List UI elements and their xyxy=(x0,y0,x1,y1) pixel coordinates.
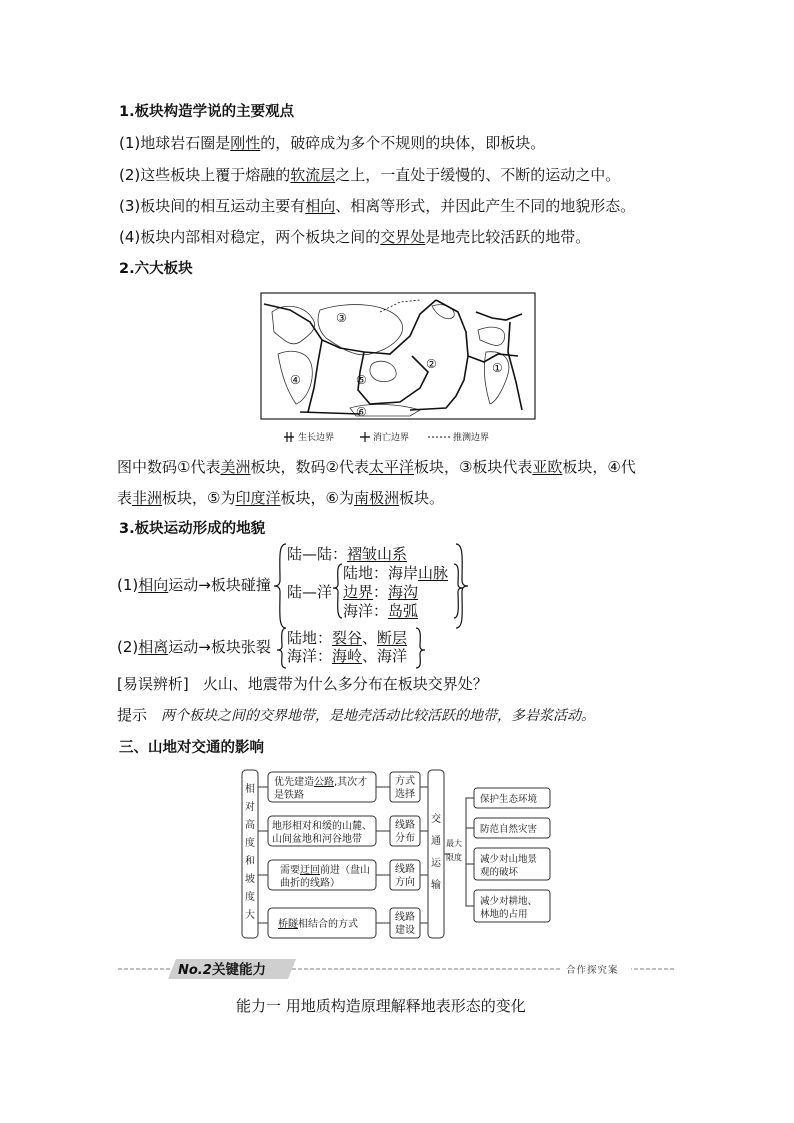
map-number-3: ③ xyxy=(336,311,347,325)
section-heading-4: 三、山地对交通的影响 xyxy=(119,740,264,756)
landform-ridge: 海洋：海岭、海洋 xyxy=(287,647,408,665)
section-heading-1: 1.板块构造学说的主要观点 xyxy=(119,104,295,120)
landform-land-ocean: 陆—洋 xyxy=(287,583,333,601)
landform-trench: 边界：海沟 xyxy=(343,583,419,601)
section-heading-2: 2.六大板块 xyxy=(119,261,193,277)
left-label-4: 和 xyxy=(245,856,255,867)
right-3a: 减少对山地景 xyxy=(480,854,538,865)
max-limit-b: 限度 xyxy=(446,853,462,862)
landform-rift: 陆地：裂谷、断层 xyxy=(287,629,408,647)
legend-grow: 生长边界 xyxy=(298,433,335,443)
banner-title: 关键能力 xyxy=(212,962,266,978)
left-label-6: 度 xyxy=(245,892,255,903)
left-label-5: 坡 xyxy=(245,874,255,885)
max-limit-a: 最大 xyxy=(446,839,462,848)
banner-number: No.2 xyxy=(178,963,212,978)
map-legend xyxy=(284,431,489,443)
map-number-5: ⑤ xyxy=(356,373,367,387)
ability-title: 能力一 用地质构造原理解释地表形态的变化 xyxy=(236,997,526,1015)
left-label-2: 高 xyxy=(245,820,255,831)
section-heading-3: 3.板块运动形成的地貌 xyxy=(119,521,266,537)
box4-line1: 桥隧相结合的方式 xyxy=(278,919,358,930)
right-1: 保护生态环境 xyxy=(480,794,538,805)
traffic-1: 通 xyxy=(431,836,441,847)
left-label-0: 相 xyxy=(245,784,255,795)
landform-coast: 陆地：海岸山脉 xyxy=(343,564,449,582)
mid-4a: 线路 xyxy=(395,912,415,923)
box3-line2: 曲折的线路） xyxy=(280,878,340,889)
plates-line-2: 表非洲板块，⑤为印度洋板块，⑥为南极洲板块。 xyxy=(117,489,444,507)
box2-line1: 地形相对和缓的山麓、 xyxy=(272,821,372,832)
left-label-1: 对 xyxy=(245,802,255,813)
map-number-1: ① xyxy=(492,361,503,375)
box1-line2: 是铁路 xyxy=(274,790,304,801)
paragraph-2: (2)这些板块上覆于熔融的软流层之上，一直处于缓慢的、不断的运动之中。 xyxy=(119,166,621,184)
traffic-2: 运 xyxy=(431,858,441,869)
box3-line1: 需要迂回前进（盘山 xyxy=(280,865,370,876)
transport-diagram xyxy=(240,766,560,946)
rifting-item: (2)相离运动→板块张裂 xyxy=(117,638,271,656)
banner-right: 合作探究案 xyxy=(566,965,619,976)
mid-3b: 方向 xyxy=(395,877,415,888)
mid-1a: 方式 xyxy=(395,776,415,787)
mid-2b: 分布 xyxy=(395,833,415,844)
landform-braces xyxy=(270,540,470,670)
plates-line-1: 图中数码①代表美洲板块，数码②代表太平洋板块，③板块代表亚欧板块，④代 xyxy=(117,458,636,476)
tip-answer: 提示 两个板块之间的交界地带，是地壳活动比较活跃的地带，多岩浆活动。 xyxy=(117,706,596,724)
section-banner xyxy=(116,958,678,982)
right-2: 防范自然灾害 xyxy=(480,824,538,835)
left-label-7: 大 xyxy=(245,910,255,921)
left-label-3: 度 xyxy=(245,838,255,849)
box2-line2: 山间盆地和河谷地带 xyxy=(272,834,362,845)
mid-4b: 建设 xyxy=(395,925,415,936)
legend-sub: 消亡边界 xyxy=(373,433,410,443)
paragraph-3: (3)板块间的相互运动主要有相向、相离等形式，并因此产生不同的地貌形态。 xyxy=(119,197,636,215)
right-4b: 林地的占用 xyxy=(480,909,528,920)
map-number-2: ② xyxy=(426,357,437,371)
tip-question: [易误辨析] 火山、地震带为什么多分布在板块交界处？ xyxy=(117,675,488,693)
legend-inferred: 推测边界 xyxy=(453,433,490,443)
plate-map xyxy=(260,292,536,450)
traffic-3: 输 xyxy=(431,880,441,891)
collision-item: (1)相向运动→板块碰撞 xyxy=(117,576,271,594)
map-number-4: ④ xyxy=(290,373,301,387)
right-4a: 减少对耕地、 xyxy=(480,896,538,907)
paragraph-1: (1)地球岩石圈是刚性的，破碎成为多个不规则的块体，即板块。 xyxy=(119,134,546,152)
landform-land-land: 陆—陆：褶皱山系 xyxy=(287,545,408,563)
right-3b: 观的破坏 xyxy=(480,867,519,878)
traffic-0: 交 xyxy=(431,814,441,825)
mid-3a: 线路 xyxy=(395,864,415,875)
landform-arc: 海洋：岛弧 xyxy=(343,602,419,620)
box1-line1: 优先建造公路,其次才 xyxy=(274,777,368,788)
paragraph-4: (4)板块内部相对稳定，两个板块之间的交界处是地壳比较活跃的地带。 xyxy=(119,228,591,246)
mid-2a: 线路 xyxy=(395,820,415,831)
map-number-6: ⑥ xyxy=(356,405,367,419)
mid-1b: 选择 xyxy=(395,789,415,800)
